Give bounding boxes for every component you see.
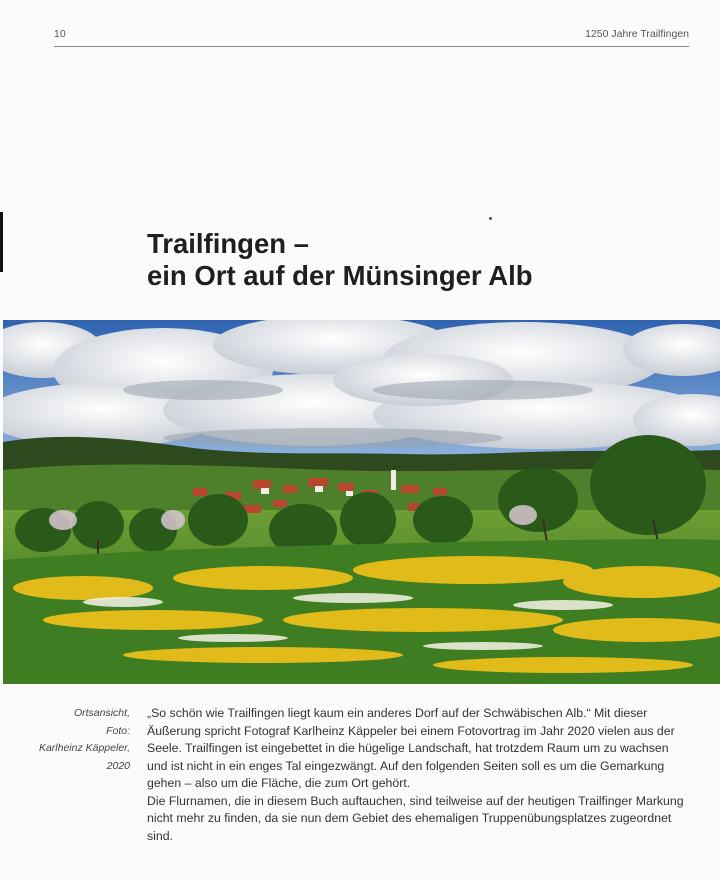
running-title: 1250 Jahre Trailfingen [585, 28, 689, 40]
body-paragraph-1: „So schön wie Trailfingen liegt kaum ein anderes Dorf auf der Schwäbischen Alb.“ Mit dieser Äußerung spricht Fotograf Karlheinz Käppeler bei einem Fotovortrag im Jahr 2020 vielen aus der Seele. Trailfingen ist eingebettet in die hügelige Landschaft, hat trotzdem Raum um zu wachsen und ist nicht in ein enges Tal eingezwängt. Auf den folgenden Seiten soll es um die Gemarkung gehen – also um die Fläche, die zum Ort gehört. [147, 706, 675, 790]
scan-edge-mark [0, 212, 3, 272]
page-number: 10 [54, 28, 66, 40]
page-header [54, 28, 689, 47]
village-landscape-photo [3, 320, 720, 684]
chapter-title-line1: Trailfingen – [147, 228, 309, 259]
photo-caption [20, 705, 130, 775]
chapter-title-line2: ein Ort auf der Münsinger Alb [147, 260, 533, 291]
chapter-title [147, 228, 533, 292]
body-paragraph-2: Die Flurnamen, die in diesem Buch auftauchen, sind teilweise auf der heutigen Trailfinger Markung nicht mehr zu finden, da sie nun dem Gebiet des ehemaligen Truppenübungsplatzes zugeordnet sind. [147, 793, 684, 843]
caption-line4: 2020 [106, 759, 130, 772]
caption-line3: Karlheinz Käppeler, [38, 742, 130, 754]
body-text [147, 705, 692, 845]
caption-line1: Ortsansicht, [73, 707, 130, 719]
scan-speck [489, 217, 492, 220]
caption-line2: Foto: [106, 724, 130, 737]
